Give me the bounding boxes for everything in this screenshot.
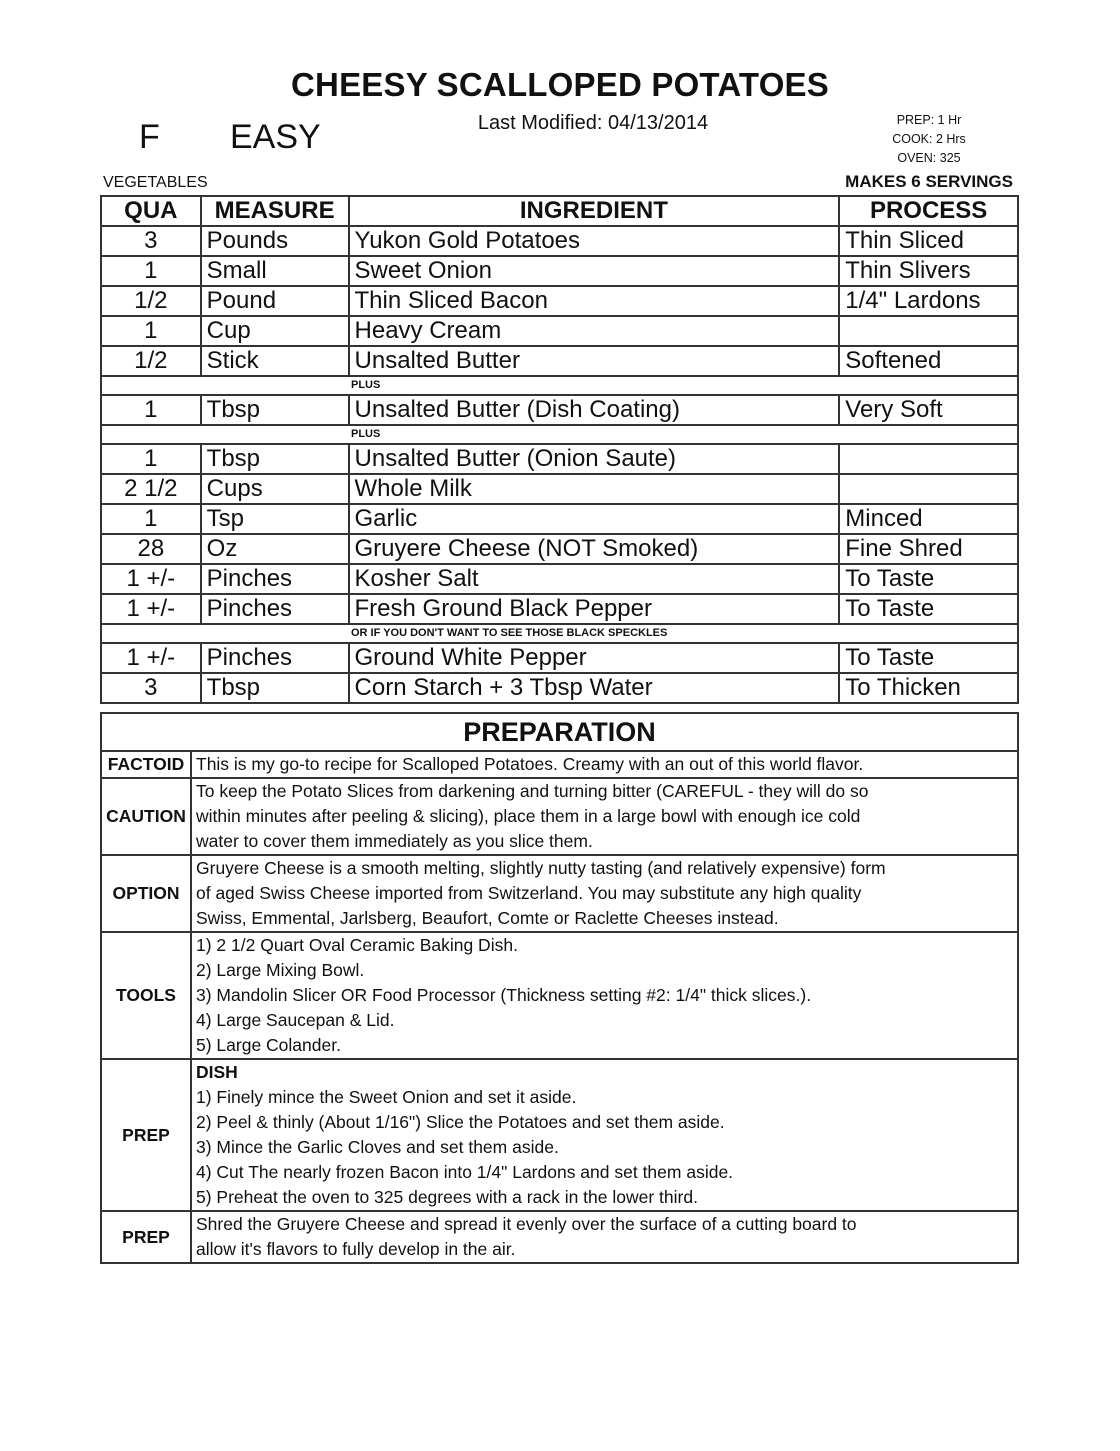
- ingredient-row: [101, 474, 1018, 504]
- section-content: [191, 855, 1018, 932]
- measure-cell: Tbsp: [201, 395, 349, 425]
- ingredient-row: [101, 316, 1018, 346]
- process-cell: To Taste: [839, 643, 1018, 673]
- measure-cell: Pounds: [201, 226, 349, 256]
- measure-cell: Pound: [201, 286, 349, 316]
- ingredient-cell: Gruyere Cheese (NOT Smoked): [349, 534, 840, 564]
- process-cell: Softened: [839, 346, 1018, 376]
- process-cell: To Thicken: [839, 673, 1018, 703]
- ingredient-row: [101, 673, 1018, 703]
- process-cell: To Taste: [839, 564, 1018, 594]
- prep-line: 1) 2 1/2 Quart Oval Ceramic Baking Dish.: [196, 935, 518, 955]
- ingredient-cell: Corn Starch + 3 Tbsp Water: [349, 673, 840, 703]
- quantity-cell: 3: [101, 226, 201, 256]
- cook-time: COOK: 2 Hrs: [892, 132, 966, 146]
- quantity-cell: 28: [101, 534, 201, 564]
- ingredient-row: [101, 226, 1018, 256]
- ingredient-cell: Thin Sliced Bacon: [349, 286, 840, 316]
- quantity-cell: 2 1/2: [101, 474, 201, 504]
- process-cell: Minced: [839, 504, 1018, 534]
- ingredient-cell: Ground White Pepper: [349, 643, 840, 673]
- ingredient-row: [101, 395, 1018, 425]
- ingredient-row: [101, 256, 1018, 286]
- ingredient-row: [101, 286, 1018, 316]
- prep-line: 3) Mandolin Slicer OR Food Processor (Thickness setting #2: 1/4" thick slices.).: [196, 985, 812, 1005]
- measure-cell: Pinches: [201, 643, 349, 673]
- preparation-row: [101, 1059, 1018, 1211]
- ingredient-row: [101, 594, 1018, 624]
- ingredient-note: PLUS: [351, 379, 381, 391]
- prep-line: 4) Large Saucepan & Lid.: [196, 1010, 395, 1030]
- ingredient-row: [101, 444, 1018, 474]
- note-cell: [101, 376, 1018, 395]
- process-cell: [839, 474, 1018, 504]
- quantity-cell: 1 +/-: [101, 594, 201, 624]
- prep-time: PREP: 1 Hr: [896, 113, 962, 127]
- prep-line: water to cover them immediately as you slice them.: [196, 831, 593, 851]
- process-cell: 1/4" Lardons: [839, 286, 1018, 316]
- process-cell: Thin Sliced: [839, 226, 1018, 256]
- prep-line: allow it's flavors to fully develop in the air.: [196, 1239, 516, 1259]
- preparation-row: [101, 751, 1018, 778]
- process-cell: To Taste: [839, 594, 1018, 624]
- quantity-cell: 1: [101, 395, 201, 425]
- column-header-process: PROCESS: [839, 196, 1018, 226]
- prep-line: within minutes after peeling & slicing), place them in a large bowl with enough ice cold: [196, 806, 861, 826]
- section-label: PREP: [101, 1059, 191, 1211]
- quantity-cell: 1/2: [101, 286, 201, 316]
- last-modified-date: Last Modified: 04/13/2014: [477, 112, 709, 134]
- process-cell: [839, 316, 1018, 346]
- section-label: FACTOID: [101, 751, 191, 778]
- prep-line: of aged Swiss Cheese imported from Switzerland. You may substitute any high quality: [196, 883, 862, 903]
- process-cell: Fine Shred: [839, 534, 1018, 564]
- preparation-table: [100, 712, 1019, 1264]
- measure-cell: Cups: [201, 474, 349, 504]
- process-cell: Very Soft: [839, 395, 1018, 425]
- section-label: TOOLS: [101, 932, 191, 1059]
- ingredients-header-row: [101, 196, 1018, 226]
- difficulty-label: EASY: [230, 118, 321, 156]
- section-label: CAUTION: [101, 778, 191, 855]
- measure-cell: Tbsp: [201, 673, 349, 703]
- rating-grade: F: [139, 118, 160, 156]
- section-content: [191, 1211, 1018, 1263]
- servings-count: MAKES 6 SERVINGS: [845, 172, 1013, 191]
- recipe-category: VEGETABLES: [103, 174, 208, 191]
- process-cell: [839, 444, 1018, 474]
- quantity-cell: 1: [101, 316, 201, 346]
- preparation-row: [101, 855, 1018, 932]
- ingredient-cell: Unsalted Butter: [349, 346, 840, 376]
- measure-cell: Stick: [201, 346, 349, 376]
- ingredient-cell: Fresh Ground Black Pepper: [349, 594, 840, 624]
- quantity-cell: 1: [101, 444, 201, 474]
- prep-line: 2) Large Mixing Bowl.: [196, 960, 365, 980]
- quantity-cell: 1: [101, 256, 201, 286]
- ingredient-cell: Unsalted Butter (Dish Coating): [349, 395, 840, 425]
- ingredient-row: [101, 504, 1018, 534]
- note-cell: [101, 425, 1018, 444]
- preparation-heading: PREPARATION: [101, 713, 1018, 751]
- ingredient-cell: Garlic: [349, 504, 840, 534]
- section-label: PREP: [101, 1211, 191, 1263]
- quantity-cell: 1 +/-: [101, 643, 201, 673]
- prep-line: This is my go-to recipe for Scalloped Potatoes. Creamy with an out of this world flavor.: [196, 754, 864, 774]
- section-label: OPTION: [101, 855, 191, 932]
- ingredient-cell: Whole Milk: [349, 474, 840, 504]
- recipe-title: CHEESY SCALLOPED POTATOES: [291, 66, 829, 103]
- prep-line: 1) Finely mince the Sweet Onion and set it aside.: [196, 1087, 577, 1107]
- process-cell: Thin Slivers: [839, 256, 1018, 286]
- section-content: [191, 751, 1018, 778]
- prep-subheading: DISH: [196, 1062, 238, 1082]
- ingredient-note-row: [101, 624, 1018, 643]
- measure-cell: Small: [201, 256, 349, 286]
- ingredient-cell: Kosher Salt: [349, 564, 840, 594]
- ingredient-cell: Heavy Cream: [349, 316, 840, 346]
- section-content: [191, 778, 1018, 855]
- ingredient-note-row: [101, 425, 1018, 444]
- column-header-qua: QUA: [101, 196, 201, 226]
- preparation-row: [101, 778, 1018, 855]
- ingredients-table: [100, 195, 1019, 704]
- measure-cell: Tsp: [201, 504, 349, 534]
- ingredient-note: OR IF YOU DON'T WANT TO SEE THOSE BLACK SPECKLES: [351, 627, 668, 639]
- ingredient-note-row: [101, 376, 1018, 395]
- section-content: [191, 1059, 1018, 1211]
- cook-times: [880, 111, 978, 168]
- column-header-measure: MEASURE: [201, 196, 349, 226]
- ingredient-cell: Yukon Gold Potatoes: [349, 226, 840, 256]
- quantity-cell: 1 +/-: [101, 564, 201, 594]
- prep-line: 3) Mince the Garlic Cloves and set them aside.: [196, 1137, 559, 1157]
- quantity-cell: 3: [101, 673, 201, 703]
- measure-cell: Pinches: [201, 594, 349, 624]
- ingredient-row: [101, 534, 1018, 564]
- prep-line: 5) Large Colander.: [196, 1035, 341, 1055]
- measure-cell: Oz: [201, 534, 349, 564]
- prep-line: Shred the Gruyere Cheese and spread it evenly over the surface of a cutting board to: [196, 1214, 857, 1234]
- preparation-row: [101, 932, 1018, 1059]
- prep-line: 4) Cut The nearly frozen Bacon into 1/4" Lardons and set them aside.: [196, 1162, 734, 1182]
- ingredient-cell: Sweet Onion: [349, 256, 840, 286]
- preparation-row: [101, 1211, 1018, 1263]
- prep-line: 5) Preheat the oven to 325 degrees with a rack in the lower third.: [196, 1187, 698, 1207]
- ingredient-note: PLUS: [351, 428, 381, 440]
- quantity-cell: 1/2: [101, 346, 201, 376]
- measure-cell: Cup: [201, 316, 349, 346]
- ingredient-row: [101, 346, 1018, 376]
- prep-line: To keep the Potato Slices from darkening and turning bitter (CAREFUL - they will do so: [196, 781, 869, 801]
- measure-cell: Pinches: [201, 564, 349, 594]
- quantity-cell: 1: [101, 504, 201, 534]
- ingredient-row: [101, 564, 1018, 594]
- prep-line: 2) Peel & thinly (About 1/16") Slice the Potatoes and set them aside.: [196, 1112, 725, 1132]
- prep-line: Gruyere Cheese is a smooth melting, slightly nutty tasting (and relatively expensive) form: [196, 858, 886, 878]
- note-cell: [101, 624, 1018, 643]
- oven-temp: OVEN: 325: [897, 151, 961, 165]
- section-content: [191, 932, 1018, 1059]
- measure-cell: Tbsp: [201, 444, 349, 474]
- prep-line: Swiss, Emmental, Jarlsberg, Beaufort, Comte or Raclette Cheeses instead.: [196, 908, 779, 928]
- column-header-ingredient: INGREDIENT: [349, 196, 840, 226]
- ingredient-cell: Unsalted Butter (Onion Saute): [349, 444, 840, 474]
- ingredient-row: [101, 643, 1018, 673]
